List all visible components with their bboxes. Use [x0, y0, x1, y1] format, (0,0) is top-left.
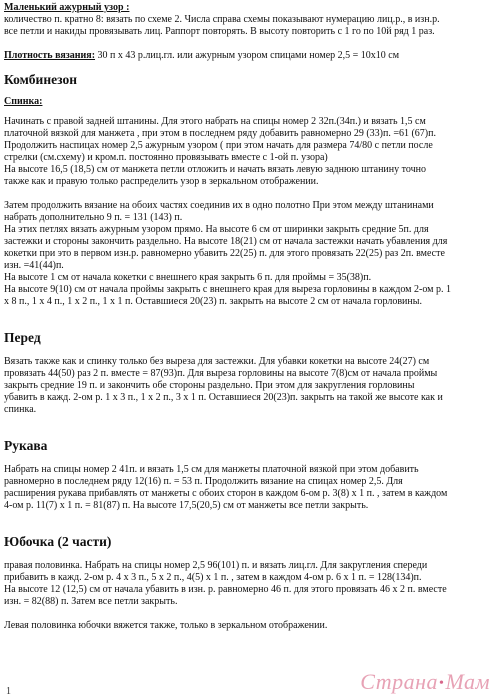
pattern-line: все петли и накиды провязывать лиц. Раппорт повторять. В высоту повторить с 1 го по 10й ряд 1 раз. — [4, 26, 435, 37]
front-line: провязать 44(50) раз 2 п. вместе = 87(93)п. Для выреза горловины на высоте 7(8)см от начала проймы — [4, 368, 438, 379]
back-line: застежки и стороны закончить раздельно. На высоте 18(21) см от начала застежки начать убавления для — [4, 236, 448, 247]
skirt-heading: Юбочка (2 части) — [4, 534, 112, 549]
back-line: набрать дополнительно 9 п. = 131 (143) п. — [4, 212, 183, 223]
front-line: Вязать также как и спинку только без выреза для застежки. Для убавки кокетки на высоте 24(27) см — [4, 356, 430, 367]
spacer — [4, 308, 492, 330]
back-line: кокетки при это в первом изн.р. равномерно убавить 22(25) п. для этого провязать 22(25) раз 2п. вместе — [4, 248, 445, 259]
sleeve-heading: Рукава — [4, 438, 48, 453]
back-line: платочной вязкой для манжета , при этом в последнем ряду добавить равномерно 29 (33)п. =61 (67)п. — [4, 128, 436, 139]
sleeve-line: расширения рукава прибавлять от манжеты с обоих сторон в каждом 6-ом р. 3(8) х 1 п. , затем в каждом — [4, 488, 448, 499]
spacer — [4, 416, 492, 438]
skirt-line: правая половинка. Набрать на спицы номер 2,5 96(101) п. и вязать лиц.гл. Для закругления спереди — [4, 560, 428, 571]
watermark-left: Страна — [360, 669, 439, 694]
overall-heading: Комбинезон — [4, 72, 77, 87]
back-line: также как и правую только распределить узор в зеркальном отображении. — [4, 176, 319, 187]
spacer — [4, 346, 492, 356]
back-line: Начинать с правой задней штанины. Для этого набрать на спицы номер 2 32п.(34п.) и вязать 1,5 см — [4, 116, 426, 127]
back-line: изн. =41(44)п. — [4, 260, 64, 271]
watermark-logo — [360, 669, 490, 695]
skirt-last-line: Левая половинка юбочки вяжется также, только в зеркальном отображении. — [4, 620, 328, 631]
back-line: На высоте 1 см от начала кокетки с внешнего края закрыть 6 п. для проймы = 35(38)п. — [4, 272, 372, 283]
sleeve-line: равномерно в последнем ряду 12(16) п. = 53 п. Продолжить вязание на спицах номер 2,5. Для — [4, 476, 403, 487]
back-line: На этих петлях вязать ажурным узором прямо. На высоте 6 см от ширинки закрыть средние 5п. для — [4, 224, 429, 235]
spacer — [4, 108, 492, 116]
front-line: убавить в кажд. 2-ом р. 1 х 3 п., 1 х 2 п., 3 х 1 п. Оставшиеся 20(23)п. закрыть на такой же высоте как и — [4, 392, 443, 403]
spacer — [4, 188, 492, 200]
back-line: Продолжить наспицах номер 2,5 ажурным узором ( при этом начать для размера 74/80 с петли после — [4, 140, 433, 151]
front-line: спинка. — [4, 404, 37, 415]
front-heading: Перед — [4, 330, 41, 345]
front-line: закрыть средние 19 п. и закончить обе стороны раздельно. При этом для закругления горловины — [4, 380, 415, 391]
density-label: Плотность вязания: — [4, 50, 96, 61]
pattern-line: количество п. кратно 8: вязать по схеме 2. Числа справа схемы показывают нумерацию лиц.р., в изн.р. — [4, 14, 440, 25]
spacer — [4, 454, 492, 464]
density-text: 30 п х 43 р.лиц.гл. или ажурным узором спицами номер 2,5 = 10х10 см — [95, 50, 400, 61]
spacer — [4, 88, 492, 96]
back-line: х 8 п., 1 х 4 п., 1 х 2 п., 1 х 1 п. Оставшиеся 20(23) п. закрыть на высоте 2 см от начала горловины. — [4, 296, 422, 307]
sleeve-line: 4-ом р. 11(7) х 1 п. = 81(87) п. На высоте 17,5(20,5) см от манжеты все петли закрыть. — [4, 500, 369, 511]
pattern-title: Маленький ажурный узор : — [4, 2, 130, 13]
spacer — [4, 550, 492, 560]
sleeve-line: Набрать на спицы номер 2 41п. и вязать 1,5 см для манжеты платочной вязкой при этом добавить — [4, 464, 419, 475]
spacer — [4, 608, 492, 620]
back-line: На высоте 16,5 (18,5) см от манжета петли отложить и начать вязать левую заднюю штанину точно — [4, 164, 426, 175]
spacer — [4, 38, 492, 50]
spacer — [4, 62, 492, 72]
back-line: Затем продолжить вязание на обоих частях соединив их в одно полотно При этом между штанинами — [4, 200, 434, 211]
watermark-right: Мам — [445, 669, 490, 694]
back-line: На высоте 9(10) см от начала проймы закрыть с внешнего края для выреза горловины в каждом 2-ом р. 1 — [4, 284, 451, 295]
back-heading: Спинка: — [4, 96, 43, 107]
density-line — [4, 50, 492, 62]
skirt-line: изн. = 82(88) п. Затем все петли закрыть. — [4, 596, 178, 607]
watermark-dot-icon: • — [439, 675, 445, 691]
skirt-line: На высоте 12 (12,5) см от начала убавить в изн. р. равномерно 46 п. для этого провязать 46 х 2 п. вместе — [4, 584, 447, 595]
spacer — [4, 512, 492, 534]
back-line: стрелки (см.схему) и кром.п. постоянно провязывать вместе с 1-ой п. узора) — [4, 152, 328, 163]
skirt-line: прибавить в кажд. 2-ом р. 4 х 3 п., 5 х 2 п., 4(5) х 1 п. , затем в каждом 4-ом р. 6 х 1 п. = 128(134)п. — [4, 572, 422, 583]
page-number: 1 — [6, 686, 11, 697]
document — [4, 2, 492, 632]
